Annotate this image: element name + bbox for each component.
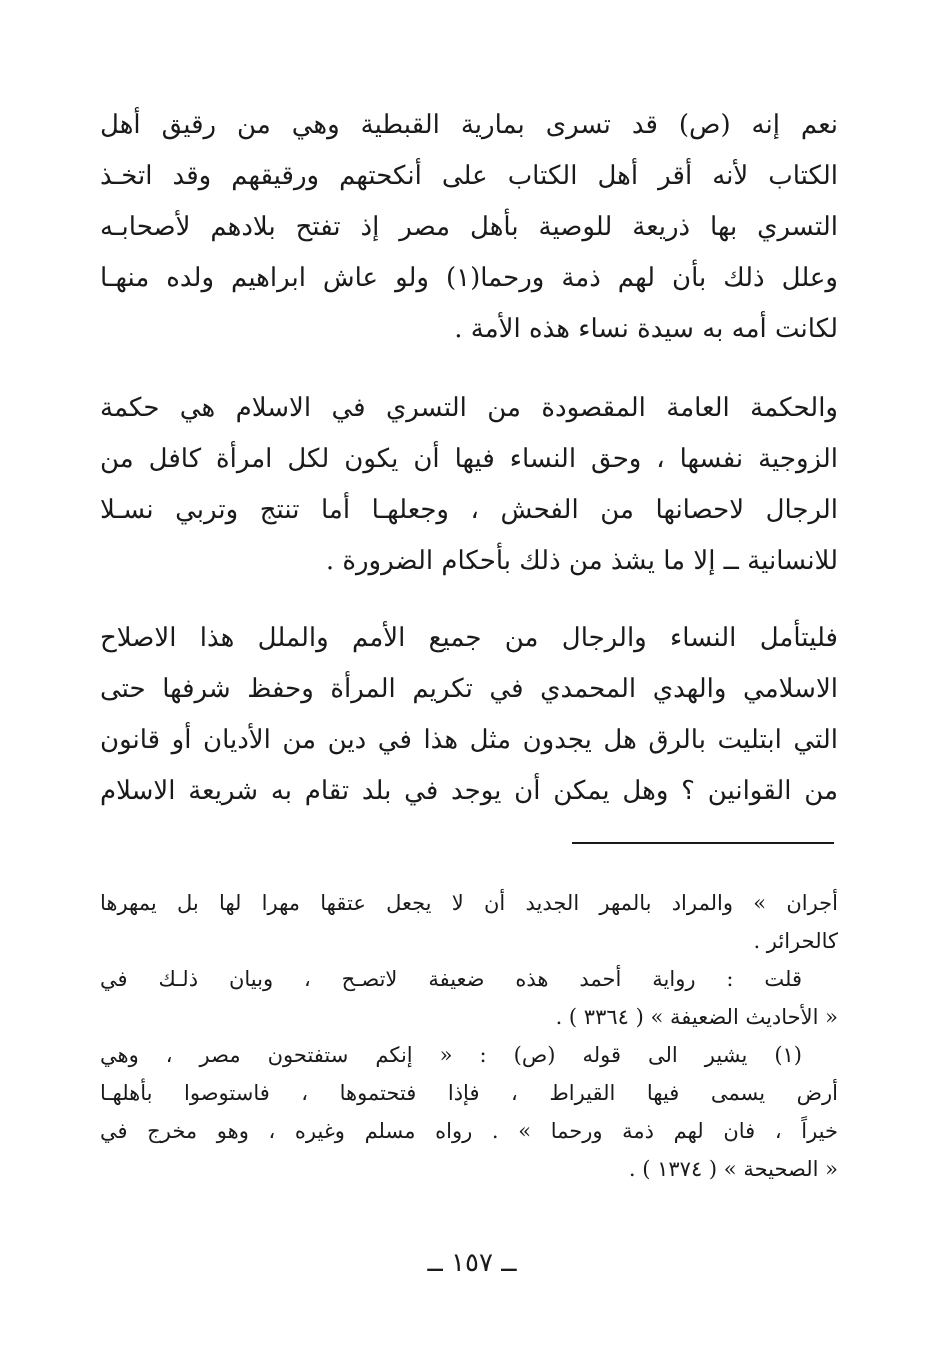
- text-line: من القوانين ؟ وهل يمكن أن يوجد في بلد تقام به شريعة الاسلام: [100, 776, 838, 806]
- footnote-separator: [572, 842, 834, 844]
- paragraph-1: [100, 100, 838, 355]
- footnote-line: خيراً ، فان لهم ذمة ورحما » . رواه مسلم وغيره ، وهو مخرج في: [100, 1119, 838, 1143]
- paragraph-gap: [100, 355, 838, 383]
- footnote-line: كالحرائر .: [753, 929, 838, 953]
- footnote-line: قلت : رواية أحمد هذه ضعيفة لاتصـح ، وبيان ذلـك في: [100, 967, 802, 991]
- footnotes: [100, 884, 838, 1188]
- text-line: والحكمة العامة المقصودة من التسري في الاسلام هي حكمة: [100, 393, 838, 423]
- footnote-line: « الصحيحة » ( ١٣٧٤ ) .: [628, 1157, 838, 1181]
- text-line: التي ابتليت بالرق هل يجدون مثل هذا في دين من الأديان أو قانون: [100, 725, 838, 755]
- text-line: نعم إنه (ص) قد تسرى بمارية القبطية وهي من رقيق أهل: [100, 110, 838, 140]
- text-line: لكانت أمه به سيدة نساء هذه الأمة .: [454, 314, 838, 344]
- footnote-line: « الأحاديث الضعيفة » ( ٣٣٦٤ ) .: [555, 1005, 838, 1029]
- main-text: [100, 100, 838, 817]
- page-number: ــ ١٥٧ ــ: [427, 1248, 517, 1278]
- footnote-line: أجران » والمراد بالمهر الجديد أن لا يجعل عتقها مهرا لها بل يمهرها: [100, 891, 838, 915]
- text-line: وعلل ذلك بأن لهم ذمة ورحما(١) ولو عاش ابراهيم ولده منهـا: [100, 263, 838, 293]
- paragraph-3: [100, 613, 838, 817]
- text-line: الكتاب لأنه أقر أهل الكتاب على أنكحتهم ورقيقهم وقد اتخـذ: [100, 161, 838, 191]
- text-line: للانسانية ــ إلا ما يشذ من ذلك بأحكام الضرورة .: [325, 546, 838, 576]
- paragraph-gap: [100, 587, 838, 613]
- footnote-line: (١) يشير الى قوله (ص) : « إنكم ستفتحون مصر ، وهي: [100, 1043, 802, 1067]
- text-line: الزوجية نفسها ، وحق النساء فيها أن يكون لكل امرأة كافل من: [100, 444, 838, 474]
- text-line: الرجال لاحصانها من الفحش ، وجعلهـا أما تنتج وتربي نسـلا: [100, 495, 838, 525]
- text-line: الاسلامي والهدي المحمدي في تكريم المرأة وحفظ شرفها حتى: [100, 674, 838, 704]
- text-line: فليتأمل النساء والرجال من جميع الأمم والملل هذا الاصلاح: [100, 623, 838, 653]
- footnote-line: أرض يسمى فيها القيراط ، فإذا فتحتموها ، فاستوصوا بأهلهـا: [100, 1081, 838, 1105]
- text-line: التسري بها ذريعة للوصية بأهل مصر إذ تفتح بلادهم لأصحابـه: [100, 212, 838, 242]
- paragraph-2: [100, 383, 838, 587]
